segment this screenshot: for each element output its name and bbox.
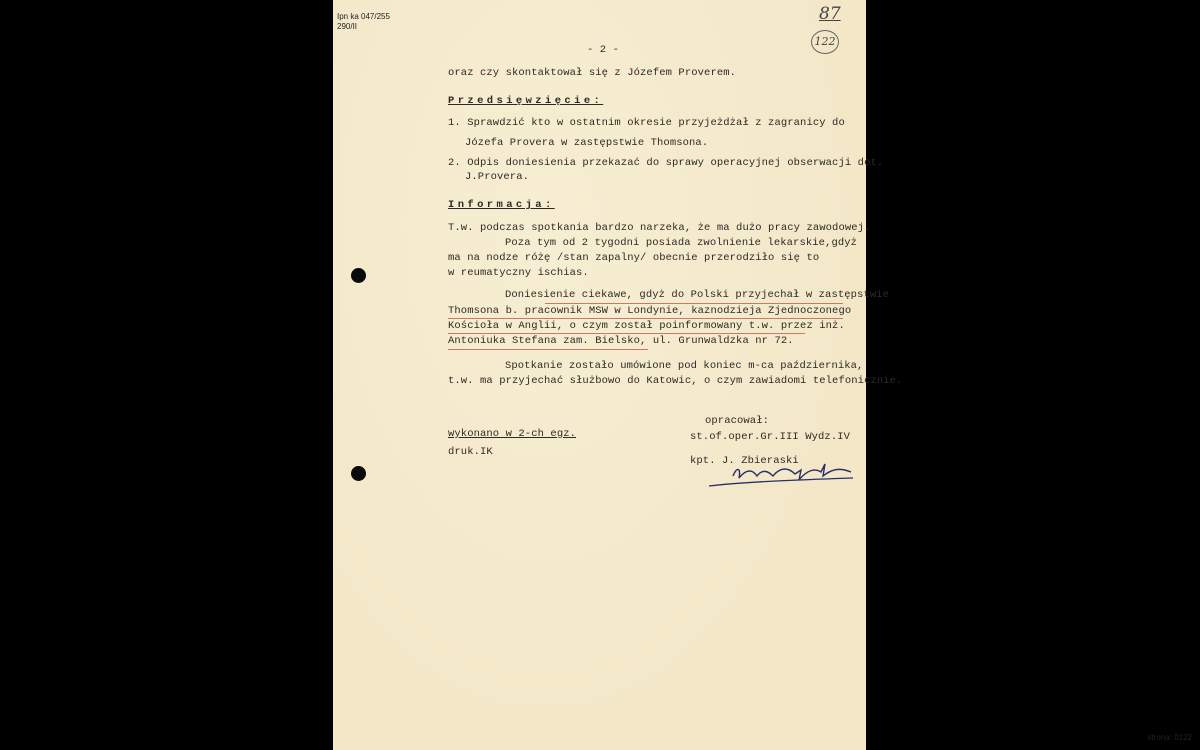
measure-item-1-line2: Józefa Provera w zastępstwie Thomsona. (465, 137, 709, 149)
measure-item-2-line2: J.Provera. (465, 171, 530, 183)
info-line: Thomsona b. pracownik MSW w Londynie, kaznodzieja Zjednoczonego (448, 305, 852, 317)
red-pencil-underline (448, 349, 648, 350)
info-line: Spotkanie zostało umówione pod koniec m-ca października, (505, 360, 864, 372)
prepared-by-label: opracował: (705, 415, 770, 427)
info-line: t.w. ma przyjechać służbowo do Katowic, o czym zawiadomi telefonicznie. (448, 375, 903, 387)
red-pencil-underline (448, 318, 843, 319)
info-line: T.w. podczas spotkania bardzo narzeka, że ma dużo pracy zawodowej. (448, 222, 871, 234)
author-position: st.of.oper.Gr.III Wydz.IV (690, 431, 851, 443)
archive-stamp-line1: Ipn ka 047/255 (337, 12, 390, 21)
info-line: ma na nodze różę /stan zapalny/ obecnie przerodziło się to (448, 252, 820, 264)
section-heading-informacja: Informacja: (448, 199, 555, 211)
archive-stamp-line2: 290/II (337, 22, 358, 31)
info-line: Antoniuka Stefana zam. Bielsko, ul. Grunwaldzka nr 72. (448, 335, 794, 347)
punch-hole (351, 268, 366, 283)
page-number: - 2 - (587, 44, 620, 56)
intro-line: oraz czy skontaktował się z Józefem Proverem. (448, 67, 737, 79)
circled-page-number: 122 (811, 30, 839, 54)
info-line: w reumatyczny ischias. (448, 267, 589, 279)
archive-stamp (337, 12, 390, 32)
handwritten-signature (703, 458, 863, 492)
handwritten-page-number: 87 (819, 4, 841, 24)
red-pencil-underline (448, 333, 805, 334)
info-line: Poza tym od 2 tygodni posiada zwolnienie lekarskie,gdyż (505, 237, 858, 249)
print-note: druk.IK (448, 446, 493, 458)
punch-hole (351, 466, 366, 481)
info-line: Doniesienie ciekawe, gdyż do Polski przyjechał w zastępstwie (505, 289, 890, 301)
viewer-page-counter: strona: 0122 (1147, 733, 1192, 742)
copies-note: wykonano w 2-ch egz. (448, 428, 577, 440)
document-page (333, 0, 903, 750)
section-heading-przedsiewziecia: Przedsięwzięcie: (448, 95, 604, 107)
red-pencil-underline (545, 303, 843, 304)
measure-item-2-line1: 2. Odpis doniesienia przekazać do sprawy operacyjnej obserwacji dot. (448, 157, 884, 169)
info-line: Kościoła w Anglii, o czym został poinformowany t.w. przez inż. (448, 320, 845, 332)
measure-item-1-line1: 1. Sprawdzić kto w ostatnim okresie przyjeżdżał z zagranicy do (448, 117, 845, 129)
author-name: kpt. J. Zbieraski (690, 455, 799, 467)
